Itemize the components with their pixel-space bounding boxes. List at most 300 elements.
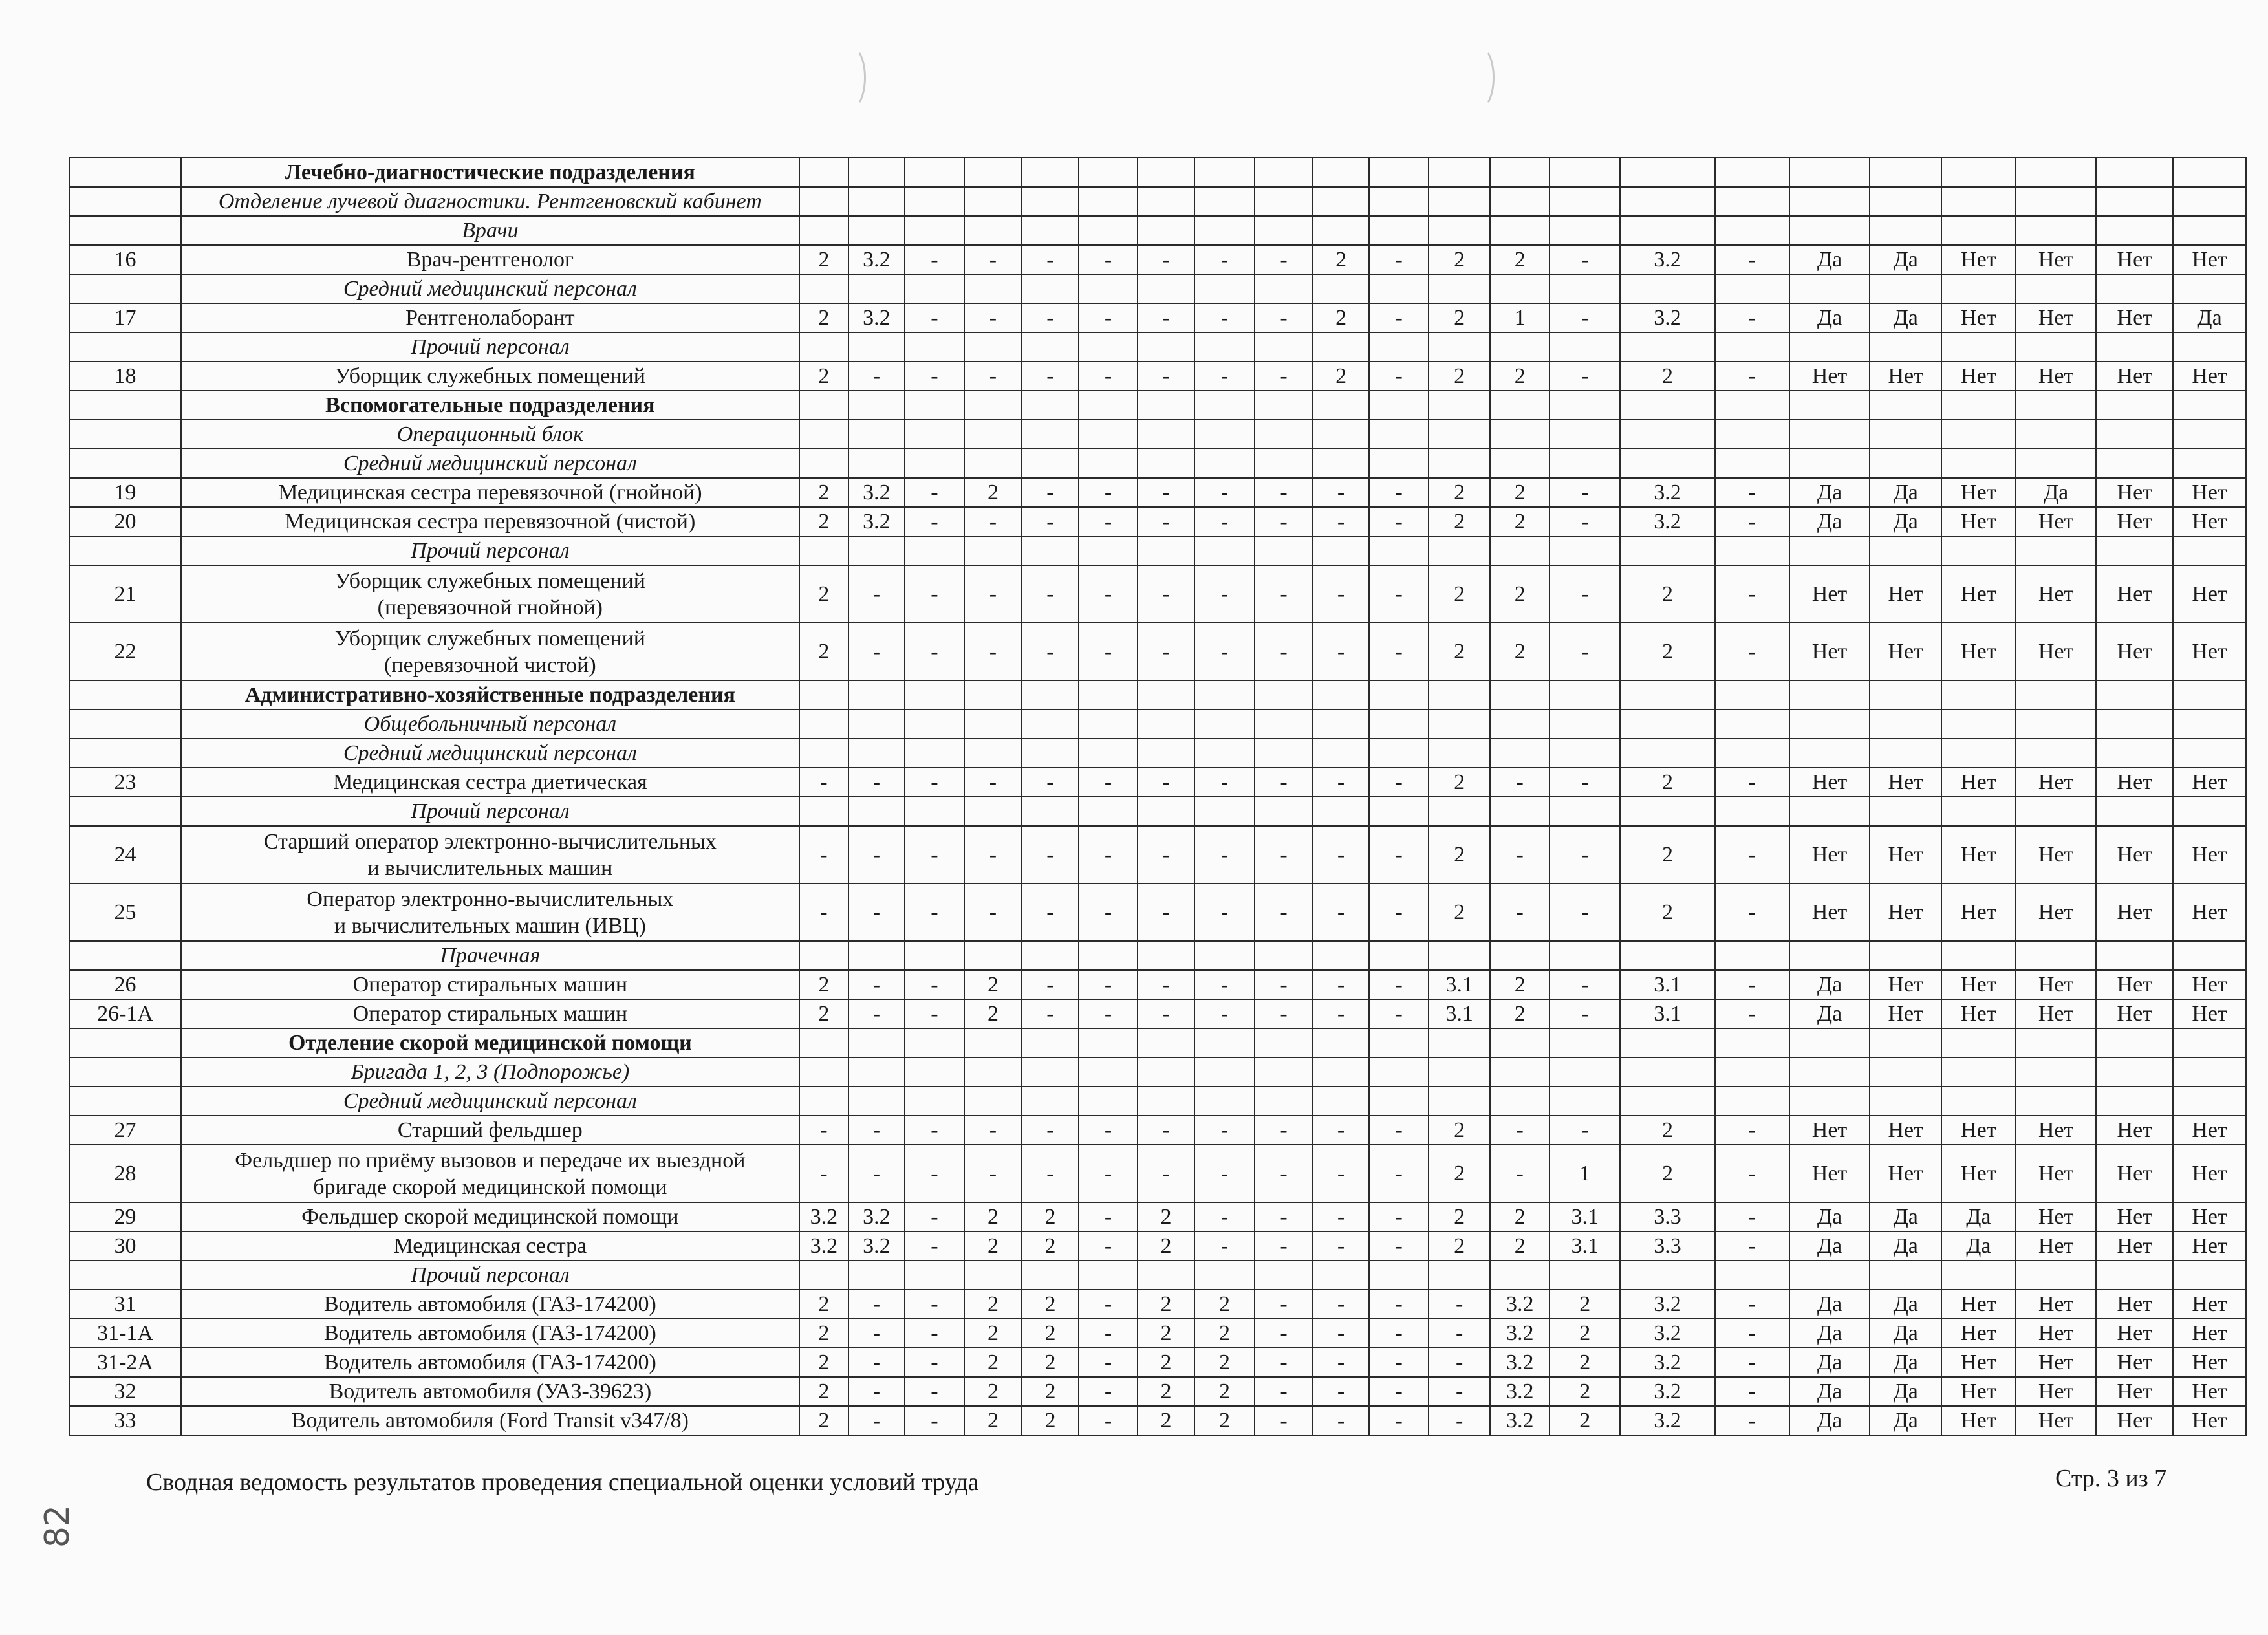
empty-cell (964, 797, 1022, 826)
value-cell: Да (1870, 478, 1941, 507)
position-name-line: Водитель автомобиля (Ford Transit v347/8) (291, 1409, 689, 1433)
value-cell: Нет (2096, 768, 2173, 797)
row-number-cell: 31-1А (69, 1319, 181, 1348)
position-name-cell (181, 1290, 799, 1319)
value-cell: - (799, 768, 848, 797)
value-cell: 2 (1620, 565, 1715, 623)
value-cell: - (1255, 999, 1313, 1028)
empty-cell (1490, 1087, 1550, 1116)
empty-cell (2096, 1057, 2173, 1087)
row-number-cell: 26-1А (69, 999, 181, 1028)
value-cell: - (1313, 1348, 1369, 1377)
empty-cell (1789, 391, 1870, 420)
empty-cell (2173, 941, 2246, 970)
empty-cell (1550, 739, 1620, 768)
empty-cell (1715, 941, 1789, 970)
empty-cell (1022, 680, 1079, 709)
value-cell: - (848, 883, 905, 941)
position-name-cell (181, 1406, 799, 1435)
empty-cell (964, 187, 1022, 216)
value-cell: Нет (2173, 970, 2246, 999)
value-cell: - (1255, 883, 1313, 941)
value-cell: - (1715, 565, 1789, 623)
empty-cell (964, 1261, 1022, 1290)
empty-cell (1194, 1261, 1255, 1290)
empty-cell (2173, 1028, 2246, 1057)
position-name-line: Медицинская сестра диетическая (332, 770, 647, 794)
empty-cell (2016, 449, 2097, 478)
empty-cell (1870, 187, 1941, 216)
empty-cell (1194, 739, 1255, 768)
empty-cell (1550, 391, 1620, 420)
table-row (69, 1202, 2246, 1231)
subsection-header-row (69, 709, 2246, 739)
empty-cell (848, 941, 905, 970)
empty-cell (1022, 187, 1079, 216)
empty-cell (1941, 709, 2016, 739)
row-number-cell: 19 (69, 478, 181, 507)
value-cell: - (1369, 1348, 1429, 1377)
empty-cell (1255, 332, 1313, 362)
value-cell: 2 (799, 303, 848, 332)
value-cell: 2 (1429, 245, 1490, 274)
empty-cell (964, 274, 1022, 303)
empty-cell (1429, 1028, 1490, 1057)
empty-cell (1941, 1087, 2016, 1116)
value-cell: Нет (1789, 362, 1870, 391)
empty-cell (1429, 709, 1490, 739)
empty-cell (1789, 420, 1870, 449)
value-cell: - (1313, 565, 1369, 623)
value-cell: 2 (1022, 1290, 1079, 1319)
empty-cell (1079, 158, 1138, 187)
empty-cell (2173, 216, 2246, 245)
value-cell: - (1079, 565, 1138, 623)
value-cell: - (1369, 623, 1429, 680)
value-cell: 2 (964, 1319, 1022, 1348)
empty-cell (905, 680, 965, 709)
value-cell: Нет (2016, 1377, 2097, 1406)
empty-cell (1138, 216, 1195, 245)
value-cell: - (1138, 245, 1195, 274)
value-cell: - (848, 1319, 905, 1348)
value-cell: - (1194, 478, 1255, 507)
value-cell: 3.2 (848, 1231, 905, 1261)
empty-cell (1789, 739, 1870, 768)
value-cell: Нет (1941, 478, 2016, 507)
value-cell: Да (1789, 1377, 1870, 1406)
empty-cell (1369, 158, 1429, 187)
value-cell: Нет (1941, 999, 2016, 1028)
empty-cell (1079, 332, 1138, 362)
empty-cell (905, 216, 965, 245)
value-cell: - (1715, 303, 1789, 332)
value-cell: - (1079, 1377, 1138, 1406)
empty-cell (1079, 420, 1138, 449)
value-cell: Нет (2096, 1116, 2173, 1145)
value-cell: Нет (1789, 826, 1870, 883)
table-row (69, 883, 2246, 941)
empty-cell (2016, 391, 2097, 420)
value-cell: 2 (1022, 1348, 1079, 1377)
empty-cell (1369, 216, 1429, 245)
row-number-cell (69, 797, 181, 826)
empty-cell (1620, 797, 1715, 826)
empty-cell (1079, 391, 1138, 420)
value-cell: Нет (1870, 362, 1941, 391)
value-cell: - (1429, 1377, 1490, 1406)
value-cell: - (1369, 1145, 1429, 1202)
empty-cell (848, 187, 905, 216)
value-cell: Нет (2096, 1145, 2173, 1202)
value-cell: Да (1870, 1319, 1941, 1348)
empty-cell (2016, 1261, 2097, 1290)
table-row (69, 362, 2246, 391)
value-cell: - (905, 826, 965, 883)
row-number-cell (69, 274, 181, 303)
position-name-cell (181, 565, 799, 623)
value-cell: - (1369, 1319, 1429, 1348)
position-name-line: Фельдшер по приёму вызовов и передаче их выездной (235, 1148, 746, 1173)
value-cell: - (1079, 507, 1138, 536)
value-cell: - (1079, 303, 1138, 332)
value-cell: Да (1941, 1231, 2016, 1261)
position-name-line: и вычислительных машин (367, 856, 613, 880)
value-cell: 2 (1138, 1348, 1195, 1377)
empty-cell (1022, 1057, 1079, 1087)
value-cell: - (1194, 303, 1255, 332)
empty-cell (1870, 709, 1941, 739)
value-cell: Нет (2173, 999, 2246, 1028)
empty-cell (2016, 420, 2097, 449)
value-cell: Нет (2096, 1290, 2173, 1319)
value-cell: 2 (1429, 478, 1490, 507)
empty-cell (1550, 536, 1620, 565)
value-cell: 2 (1429, 1145, 1490, 1202)
empty-cell (799, 216, 848, 245)
value-cell: - (1313, 1406, 1369, 1435)
value-cell: 2 (1022, 1377, 1079, 1406)
empty-cell (1313, 797, 1369, 826)
row-number-cell: 29 (69, 1202, 181, 1231)
empty-cell (1490, 1261, 1550, 1290)
value-cell: - (1715, 1319, 1789, 1348)
table-body (69, 158, 2246, 1435)
value-cell: - (905, 303, 965, 332)
value-cell: - (1022, 1116, 1079, 1145)
value-cell: - (848, 1377, 905, 1406)
value-cell: Нет (2173, 883, 2246, 941)
subsection-title: Средний медицинский персонал (181, 449, 799, 478)
empty-cell (1369, 420, 1429, 449)
empty-cell (1194, 420, 1255, 449)
empty-cell (799, 797, 848, 826)
value-cell: Нет (2096, 507, 2173, 536)
value-cell: 3.2 (1490, 1319, 1550, 1348)
value-cell: 2 (1022, 1202, 1079, 1231)
empty-cell (905, 536, 965, 565)
value-cell: - (1138, 303, 1195, 332)
value-cell: - (848, 826, 905, 883)
empty-cell (1194, 274, 1255, 303)
empty-cell (1620, 216, 1715, 245)
empty-cell (1490, 216, 1550, 245)
value-cell: Нет (2173, 478, 2246, 507)
position-name-cell (181, 883, 799, 941)
empty-cell (1789, 449, 1870, 478)
value-cell: Да (1789, 478, 1870, 507)
value-cell: - (1550, 478, 1620, 507)
value-cell: Да (1789, 507, 1870, 536)
value-cell: Нет (1941, 362, 2016, 391)
value-cell: - (848, 1290, 905, 1319)
empty-cell (2016, 709, 2097, 739)
empty-cell (964, 216, 1022, 245)
value-cell: 2 (799, 970, 848, 999)
empty-cell (848, 332, 905, 362)
position-name-line: Фельдшер скорой медицинской помощи (301, 1205, 679, 1229)
empty-cell (2016, 941, 2097, 970)
empty-cell (848, 158, 905, 187)
value-cell: 1 (1550, 1145, 1620, 1202)
value-cell: Нет (1789, 623, 1870, 680)
row-number-cell (69, 680, 181, 709)
value-cell: Нет (2016, 1406, 2097, 1435)
empty-cell (2096, 158, 2173, 187)
value-cell: Да (1870, 1290, 1941, 1319)
empty-cell (1022, 1087, 1079, 1116)
position-name-cell (181, 1319, 799, 1348)
empty-cell (1715, 797, 1789, 826)
value-cell: - (964, 303, 1022, 332)
empty-cell (1138, 739, 1195, 768)
empty-cell (964, 420, 1022, 449)
empty-cell (1429, 332, 1490, 362)
value-cell: Да (1870, 1202, 1941, 1231)
value-cell: - (1255, 1290, 1313, 1319)
row-number-cell (69, 187, 181, 216)
empty-cell (1022, 1028, 1079, 1057)
value-cell: Нет (1789, 1145, 1870, 1202)
value-cell: 3.2 (1490, 1290, 1550, 1319)
position-name-cell (181, 1116, 799, 1145)
empty-cell (1490, 158, 1550, 187)
subsection-title: Средний медицинский персонал (181, 1087, 799, 1116)
value-cell: - (1490, 883, 1550, 941)
empty-cell (1789, 941, 1870, 970)
value-cell: 3.2 (799, 1231, 848, 1261)
value-cell: - (905, 883, 965, 941)
value-cell: Нет (1870, 768, 1941, 797)
subsection-title: Отделение лучевой диагностики. Рентгеновский кабинет (181, 187, 799, 216)
empty-cell (799, 420, 848, 449)
section-title: Вспомогательные подразделения (181, 391, 799, 420)
row-number-cell: 18 (69, 362, 181, 391)
value-cell: Да (1789, 999, 1870, 1028)
value-cell: - (1429, 1406, 1490, 1435)
value-cell: - (1079, 623, 1138, 680)
empty-cell (1941, 274, 2016, 303)
empty-cell (1870, 216, 1941, 245)
value-cell: 2 (1022, 1231, 1079, 1261)
empty-cell (1194, 391, 1255, 420)
table-row (69, 245, 2246, 274)
empty-cell (1079, 216, 1138, 245)
empty-cell (2016, 739, 2097, 768)
value-cell: - (1550, 768, 1620, 797)
value-cell: Нет (1941, 507, 2016, 536)
row-number-cell (69, 216, 181, 245)
value-cell: Да (1870, 1231, 1941, 1261)
empty-cell (1313, 1057, 1369, 1087)
value-cell: - (1079, 1145, 1138, 1202)
subsection-title: Средний медицинский персонал (181, 739, 799, 768)
value-cell: Нет (1870, 883, 1941, 941)
empty-cell (1313, 1087, 1369, 1116)
empty-cell (2096, 1087, 2173, 1116)
value-cell: - (1313, 1290, 1369, 1319)
empty-cell (1022, 739, 1079, 768)
value-cell: 2 (1550, 1290, 1620, 1319)
empty-cell (1022, 391, 1079, 420)
value-cell: Да (1789, 1290, 1870, 1319)
empty-cell (848, 449, 905, 478)
empty-cell (1255, 274, 1313, 303)
value-cell: - (1022, 768, 1079, 797)
value-cell: 2 (1490, 1231, 1550, 1261)
value-cell: - (964, 507, 1022, 536)
empty-cell (1079, 797, 1138, 826)
value-cell: - (1079, 826, 1138, 883)
value-cell: - (1369, 303, 1429, 332)
table-row (69, 565, 2246, 623)
empty-cell (2016, 158, 2097, 187)
empty-cell (799, 449, 848, 478)
empty-cell (1429, 1087, 1490, 1116)
empty-cell (905, 739, 965, 768)
empty-cell (1138, 1261, 1195, 1290)
value-cell: - (905, 970, 965, 999)
value-cell: Да (1870, 1406, 1941, 1435)
empty-cell (1429, 449, 1490, 478)
empty-cell (1369, 274, 1429, 303)
subsection-header-row (69, 332, 2246, 362)
empty-cell (2096, 449, 2173, 478)
empty-cell (1429, 158, 1490, 187)
value-cell: Нет (2096, 826, 2173, 883)
value-cell: - (1313, 507, 1369, 536)
value-cell: Нет (1941, 970, 2016, 999)
value-cell: 2 (1550, 1377, 1620, 1406)
empty-cell (1550, 941, 1620, 970)
value-cell: - (1369, 362, 1429, 391)
empty-cell (1490, 709, 1550, 739)
empty-cell (1550, 709, 1620, 739)
value-cell: 2 (1490, 1202, 1550, 1231)
empty-cell (799, 1028, 848, 1057)
position-name-line: Водитель автомобиля (ГАЗ-174200) (323, 1350, 656, 1374)
empty-cell (1255, 1057, 1313, 1087)
value-cell: - (1313, 999, 1369, 1028)
empty-cell (1490, 941, 1550, 970)
subsection-header-row (69, 739, 2246, 768)
position-name-cell (181, 1202, 799, 1231)
empty-cell (1429, 941, 1490, 970)
position-name-cell (181, 478, 799, 507)
value-cell: - (1715, 1145, 1789, 1202)
row-number-cell (69, 536, 181, 565)
empty-cell (1490, 739, 1550, 768)
empty-cell (1255, 449, 1313, 478)
value-cell: Нет (1941, 1145, 2016, 1202)
value-cell: 2 (964, 1377, 1022, 1406)
table-row (69, 1145, 2246, 1202)
empty-cell (848, 680, 905, 709)
value-cell: - (1429, 1290, 1490, 1319)
empty-cell (1870, 1057, 1941, 1087)
empty-cell (2016, 274, 2097, 303)
subsection-title: Общебольничный персонал (181, 709, 799, 739)
empty-cell (1022, 709, 1079, 739)
value-cell: - (905, 362, 965, 391)
empty-cell (2173, 420, 2246, 449)
empty-cell (1079, 449, 1138, 478)
table-row (69, 1377, 2246, 1406)
empty-cell (1715, 1261, 1789, 1290)
value-cell: - (1715, 362, 1789, 391)
value-cell: - (964, 1116, 1022, 1145)
value-cell: - (848, 1116, 905, 1145)
empty-cell (964, 680, 1022, 709)
value-cell: - (1255, 507, 1313, 536)
subsection-title: Прочий персонал (181, 536, 799, 565)
value-cell: - (1194, 826, 1255, 883)
empty-cell (964, 391, 1022, 420)
empty-cell (1941, 187, 2016, 216)
empty-cell (1138, 420, 1195, 449)
row-number-cell: 24 (69, 826, 181, 883)
value-cell: 3.2 (1620, 1406, 1715, 1435)
value-cell: 2 (1022, 1406, 1079, 1435)
position-name-cell (181, 768, 799, 797)
value-cell: - (848, 999, 905, 1028)
empty-cell (1715, 420, 1789, 449)
empty-cell (1194, 536, 1255, 565)
empty-cell (1789, 1057, 1870, 1087)
empty-cell (1550, 332, 1620, 362)
section-title: Отделение скорой медицинской помощи (181, 1028, 799, 1057)
value-cell: Нет (2016, 970, 2097, 999)
empty-cell (2016, 797, 2097, 826)
empty-cell (905, 391, 965, 420)
empty-cell (1715, 187, 1789, 216)
empty-cell (1255, 158, 1313, 187)
empty-cell (1620, 709, 1715, 739)
value-cell: - (1313, 478, 1369, 507)
empty-cell (1789, 709, 1870, 739)
value-cell: 2 (799, 1377, 848, 1406)
empty-cell (1789, 1087, 1870, 1116)
value-cell: - (1022, 999, 1079, 1028)
empty-cell (1369, 391, 1429, 420)
value-cell: - (1079, 1348, 1138, 1377)
empty-cell (905, 274, 965, 303)
empty-cell (1620, 739, 1715, 768)
value-cell: - (1079, 478, 1138, 507)
empty-cell (1369, 449, 1429, 478)
value-cell: - (1313, 970, 1369, 999)
empty-cell (1138, 391, 1195, 420)
